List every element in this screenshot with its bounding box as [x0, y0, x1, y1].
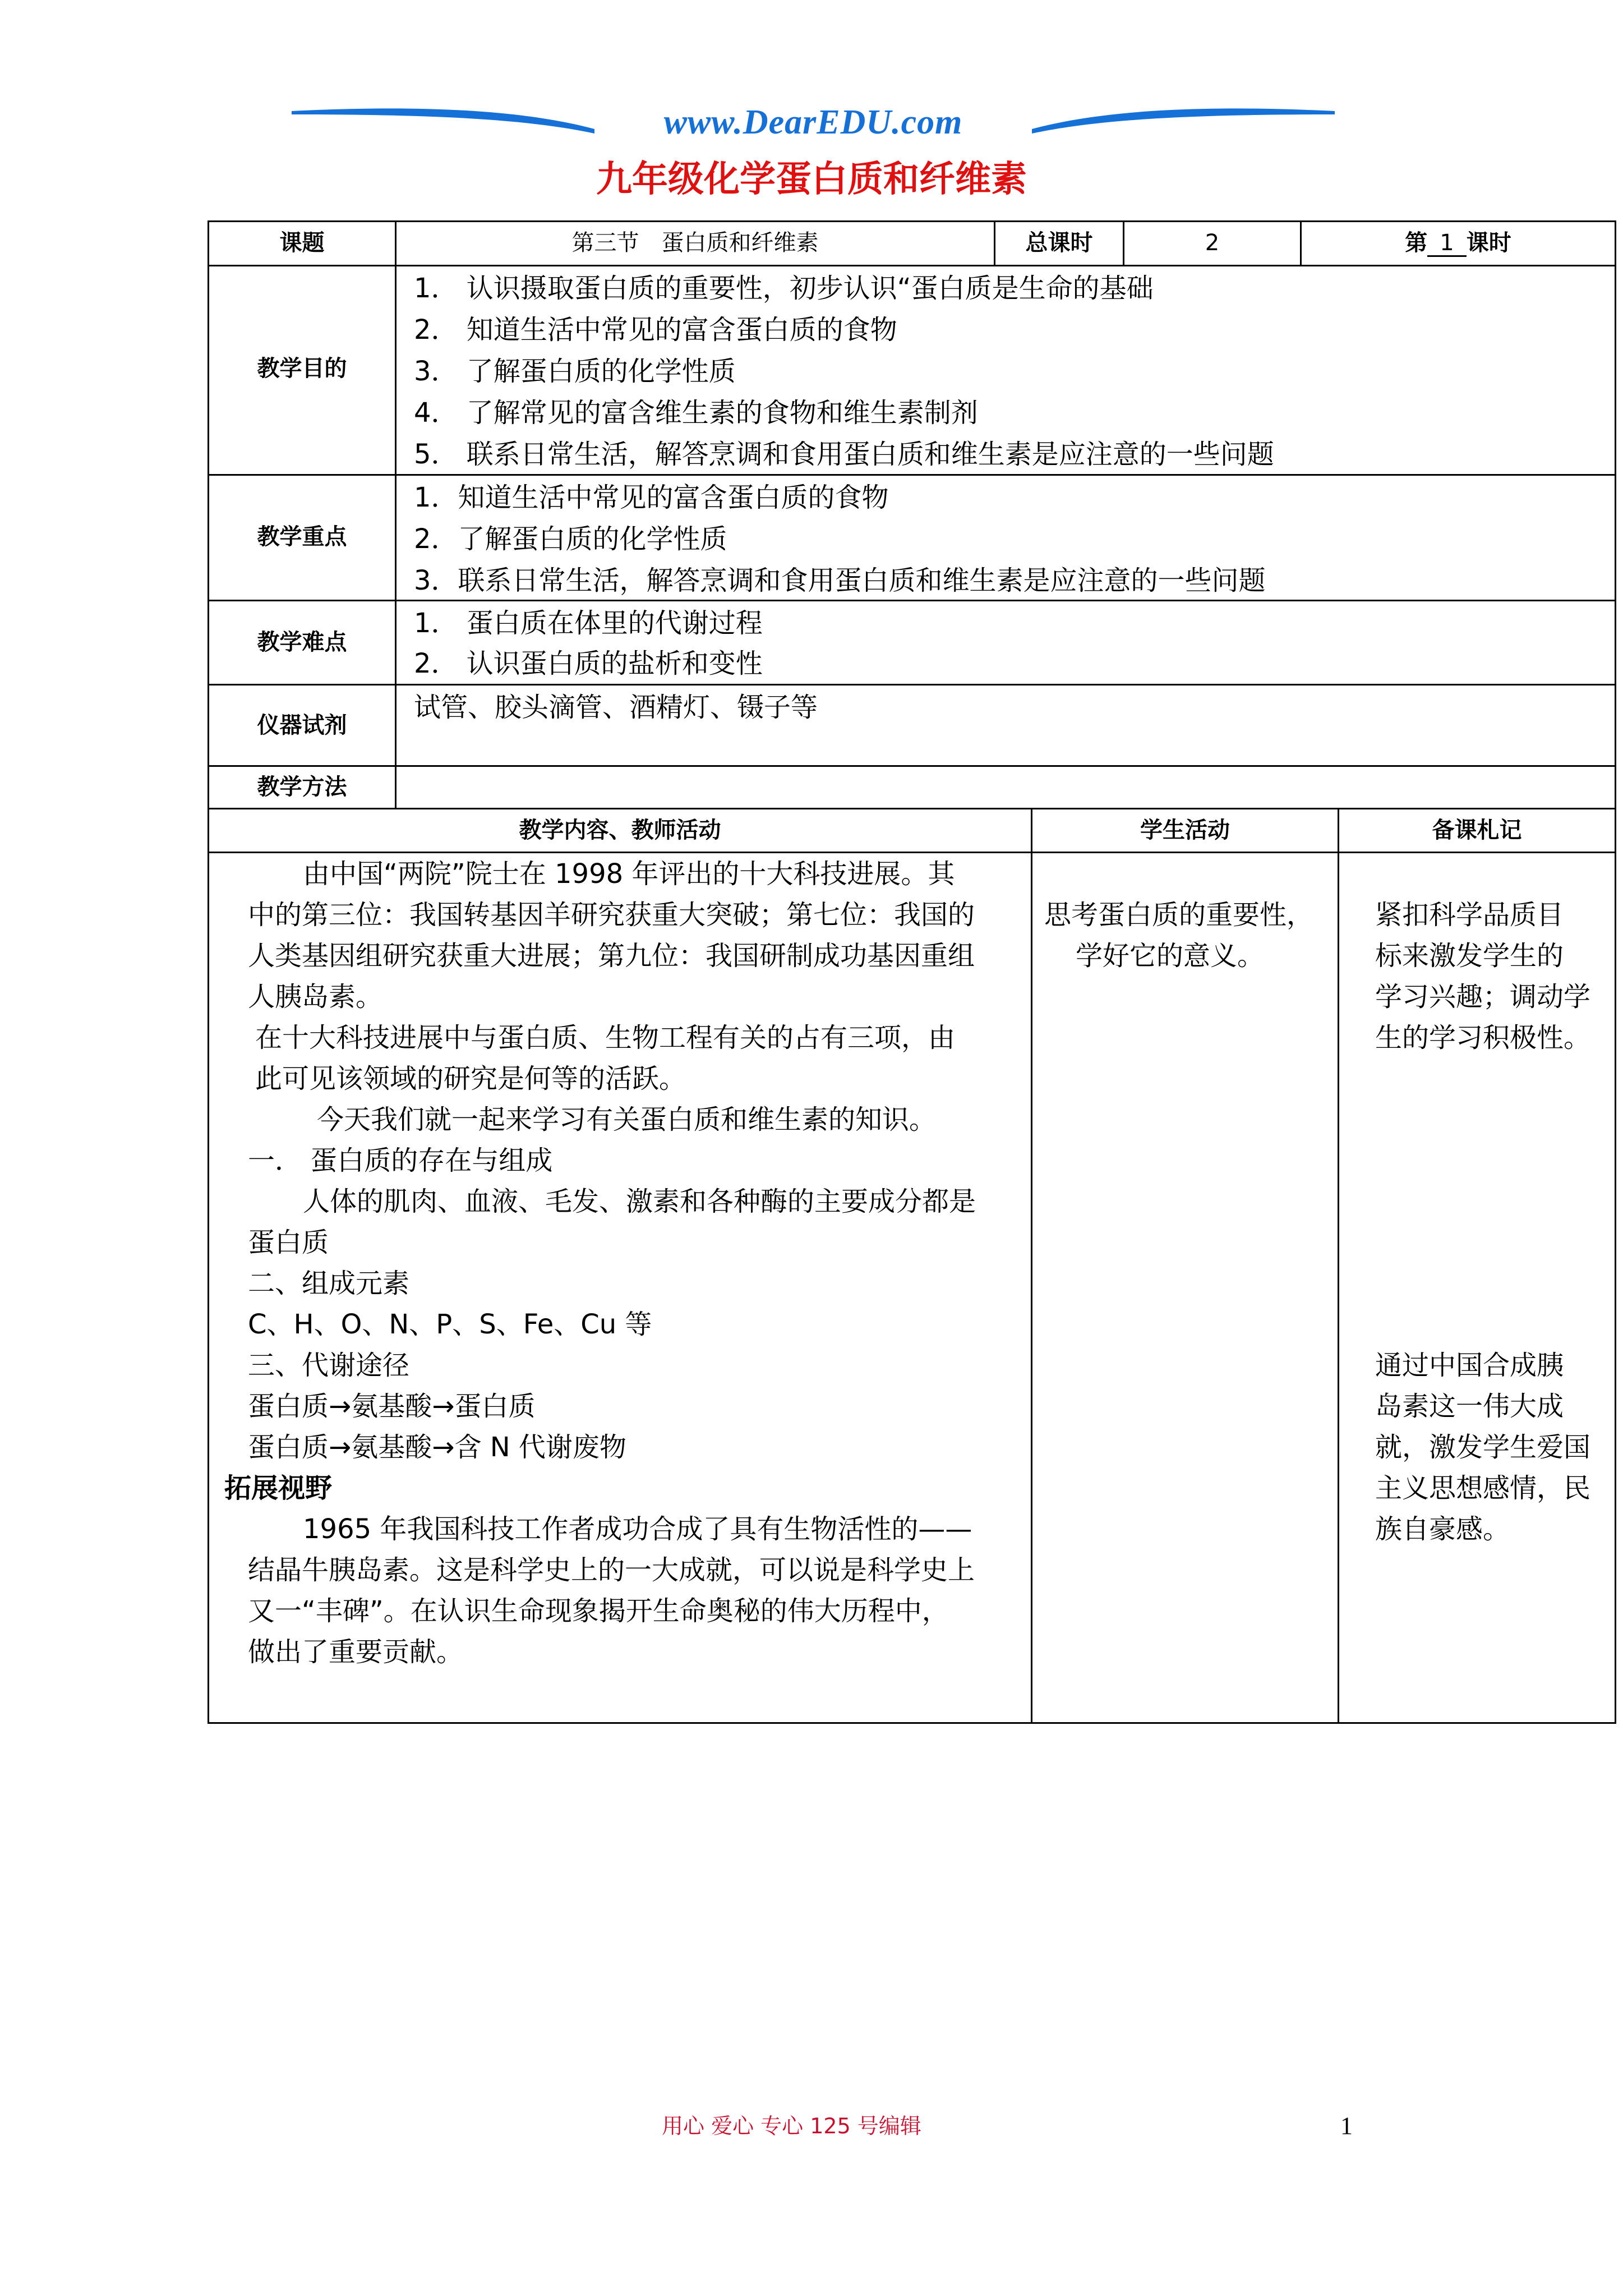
notes-column-header: 备课札记 — [1432, 817, 1522, 843]
total-hours-value: 2 — [1205, 230, 1220, 256]
content-line: C、H、O、N、P、S、Fe、Cu 等 — [248, 1309, 652, 1340]
student-activity-line: 学好它的意义。 — [1076, 940, 1265, 972]
page-title: 九年级化学蛋白质和纤维素 — [596, 159, 1027, 200]
content-line: 由中国“两院”院士在 1998 年评出的十大科技进展。其 — [303, 858, 955, 890]
lesson-number: 1 — [1427, 231, 1466, 257]
notes-line: 标来激发学生的 — [1375, 940, 1564, 972]
student-activity-line: 思考蛋白质的重要性， — [1044, 899, 1314, 931]
table-border-top — [208, 220, 1616, 222]
content-line: 又一“丰碑”。在认识生命现象揭开生命奥秘的伟大历程中， — [248, 1595, 949, 1627]
section-heading: 三、代谢途径 — [248, 1350, 410, 1381]
difficulties-label: 教学难点 — [257, 629, 347, 655]
site-logo — [292, 94, 1335, 156]
objective-item: 2． 知道生活中常见的富含蛋白质的食物 — [414, 314, 897, 346]
method-label: 教学方法 — [257, 774, 347, 800]
col-divider — [395, 220, 396, 808]
content-line: 蛋白质 — [248, 1227, 329, 1258]
notes-line: 主义思想感情，民 — [1375, 1473, 1591, 1504]
table-border-left — [208, 220, 209, 1724]
section-heading: 一． 蛋白质的存在与组成 — [248, 1145, 553, 1176]
table-border-bottom — [208, 1722, 1616, 1724]
notes-line: 岛素这一伟大成 — [1375, 1391, 1564, 1422]
site-logo-text: www.DearEDU.com — [663, 103, 963, 141]
content-line: 人类基因组研究获重大进展；第九位：我国研制成功基因重组 — [248, 940, 975, 972]
row-divider — [208, 265, 1616, 266]
key-points-label: 教学重点 — [257, 524, 347, 550]
key-point-item: 3．联系日常生活，解答烹调和食用蛋白质和维生素是应注意的一些问题 — [414, 565, 1266, 596]
row-divider — [208, 765, 1616, 767]
equipment-label: 仪器试剂 — [257, 712, 347, 738]
objectives-label: 教学目的 — [257, 356, 347, 381]
difficulty-item: 2． 认识蛋白质的盐析和变性 — [414, 648, 763, 679]
page-number: 1 — [1340, 2112, 1353, 2139]
equipment-value: 试管、胶头滴管、酒精灯、镊子等 — [414, 692, 818, 723]
lesson-suffix: 课时 — [1466, 230, 1511, 256]
row-divider — [208, 852, 1616, 853]
notes-line: 学习兴趣；调动学 — [1375, 981, 1591, 1013]
content-line: 蛋白质→氨基酸→含 N 代谢废物 — [248, 1432, 626, 1463]
content-column-header: 教学内容、教师活动 — [519, 817, 721, 843]
section-heading: 二、组成元素 — [248, 1268, 410, 1299]
content-line: 蛋白质→氨基酸→蛋白质 — [248, 1391, 536, 1422]
content-line: 在十大科技进展中与蛋白质、生物工程有关的占有三项，由 — [255, 1022, 956, 1053]
extension-heading: 拓展视野 — [224, 1473, 333, 1504]
content-line: 中的第三位：我国转基因羊研究获重大突破；第七位：我国的 — [248, 899, 975, 931]
footer-text: 用心 爱心 专心 125 号编辑 — [662, 2114, 921, 2138]
objective-item: 3． 了解蛋白质的化学性质 — [414, 356, 736, 387]
total-hours-label: 总课时 — [1025, 230, 1093, 256]
topic-label: 课题 — [279, 230, 325, 256]
objective-item: 1． 认识摄取蛋白质的重要性，初步认识“蛋白质是生命的基础 — [414, 273, 1154, 304]
content-line: 做出了重要贡献。 — [248, 1636, 464, 1668]
lesson-number-cell — [1302, 229, 1615, 257]
notes-line: 族自豪感。 — [1375, 1513, 1510, 1545]
content-line: 1965 年我国科技工作者成功合成了具有生物活性的—— — [303, 1513, 972, 1545]
notes-line: 通过中国合成胰 — [1375, 1350, 1564, 1381]
key-point-item: 2．了解蛋白质的化学性质 — [414, 523, 727, 555]
student-column-header: 学生活动 — [1140, 817, 1230, 843]
content-line: 人体的肌肉、血液、毛发、激素和各种酶的主要成分都是 — [303, 1186, 976, 1217]
lesson-prefix: 第 — [1405, 230, 1428, 256]
content-line: 此可见该领域的研究是何等的活跃。 — [255, 1063, 686, 1094]
content-line: 今天我们就一起来学习有关蛋白质和维生素的知识。 — [317, 1104, 937, 1135]
notes-line: 生的学习积极性。 — [1375, 1022, 1591, 1053]
key-point-item: 1．知道生活中常见的富含蛋白质的食物 — [414, 482, 889, 513]
objective-item: 5． 联系日常生活，解答烹调和食用蛋白质和维生素是应注意的一些问题 — [414, 439, 1274, 470]
row-divider — [208, 808, 1616, 809]
objective-item: 4． 了解常见的富含维生素的食物和维生素制剂 — [414, 397, 978, 429]
difficulty-item: 1． 蛋白质在体里的代谢过程 — [414, 608, 763, 639]
table-border-right — [1615, 220, 1616, 1724]
notes-line: 就，激发学生爱国 — [1375, 1432, 1591, 1463]
topic-value: 第三节 蛋白质和纤维素 — [571, 230, 819, 256]
notes-line: 紧扣科学品质目 — [1375, 899, 1564, 931]
col-divider — [1338, 808, 1339, 1723]
content-line: 结晶牛胰岛素。这是科学史上的一大成就，可以说是科学史上 — [248, 1554, 975, 1586]
content-line: 人胰岛素。 — [248, 981, 383, 1013]
col-divider — [1031, 808, 1032, 1723]
